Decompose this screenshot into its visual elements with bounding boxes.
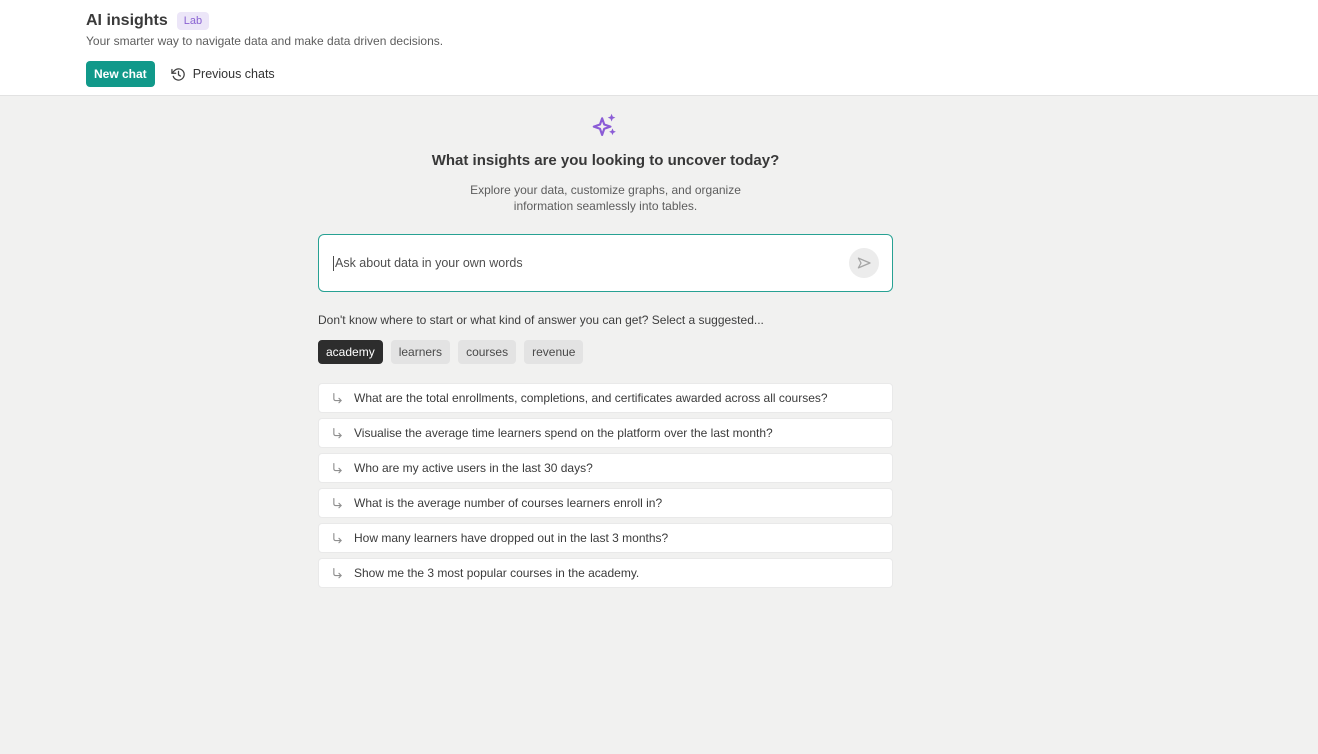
suggested-question-row[interactable] — [318, 453, 893, 483]
new-chat-button[interactable]: New chat — [86, 61, 155, 87]
send-icon — [855, 254, 873, 272]
send-button[interactable] — [849, 248, 879, 278]
return-arrow-icon — [331, 567, 344, 580]
suggested-question-row[interactable] — [318, 488, 893, 518]
suggested-question-row[interactable] — [318, 523, 893, 553]
question-label: Show me the 3 most popular courses in the academy. — [354, 566, 640, 580]
return-arrow-icon — [331, 462, 344, 475]
return-arrow-icon — [331, 392, 344, 405]
question-label: Who are my active users in the last 30 days? — [354, 461, 593, 475]
empty-state-subheading-line1: Explore your data, customize graphs, and organize — [470, 183, 741, 197]
question-label: How many learners have dropped out in the last 3 months? — [354, 531, 669, 545]
lab-badge: Lab — [177, 12, 209, 30]
chat-input-container[interactable] — [318, 234, 893, 292]
previous-chats-button[interactable] — [171, 67, 275, 82]
question-label: Visualise the average time learners spend on the platform over the last month? — [354, 426, 773, 440]
question-label: What are the total enrollments, completions, and certificates awarded across all courses? — [354, 391, 828, 405]
sparkles-icon — [592, 112, 619, 139]
suggested-question-row[interactable] — [318, 418, 893, 448]
empty-state-subheading — [318, 183, 893, 214]
return-arrow-icon — [331, 427, 344, 440]
chat-empty-state — [0, 96, 1318, 588]
chip-learners[interactable]: learners — [391, 340, 450, 364]
suggested-questions-list — [318, 383, 893, 588]
return-arrow-icon — [331, 497, 344, 510]
chat-input[interactable] — [334, 256, 849, 270]
suggested-question-row[interactable] — [318, 383, 893, 413]
suggested-question-row[interactable] — [318, 558, 893, 588]
page-title: AI insights — [86, 12, 168, 29]
previous-chats-label: Previous chats — [192, 67, 275, 81]
header-subtitle: Your smarter way to navigate data and make data driven decisions. — [86, 34, 444, 48]
page-header — [0, 0, 1318, 96]
return-arrow-icon — [331, 532, 344, 545]
chip-academy[interactable]: academy — [318, 340, 383, 364]
suggestions-hint: Don't know where to start or what kind of answer you can get? Select a suggested... — [318, 313, 764, 327]
empty-state-heading: What insights are you looking to uncover today? — [431, 152, 780, 169]
chip-courses[interactable]: courses — [458, 340, 516, 364]
empty-state-subheading-line2: information seamlessly into tables. — [513, 198, 698, 213]
suggestion-category-chips — [318, 340, 893, 364]
history-icon — [171, 67, 186, 82]
question-label: What is the average number of courses learners enroll in? — [354, 496, 663, 510]
chip-revenue[interactable]: revenue — [524, 340, 583, 364]
